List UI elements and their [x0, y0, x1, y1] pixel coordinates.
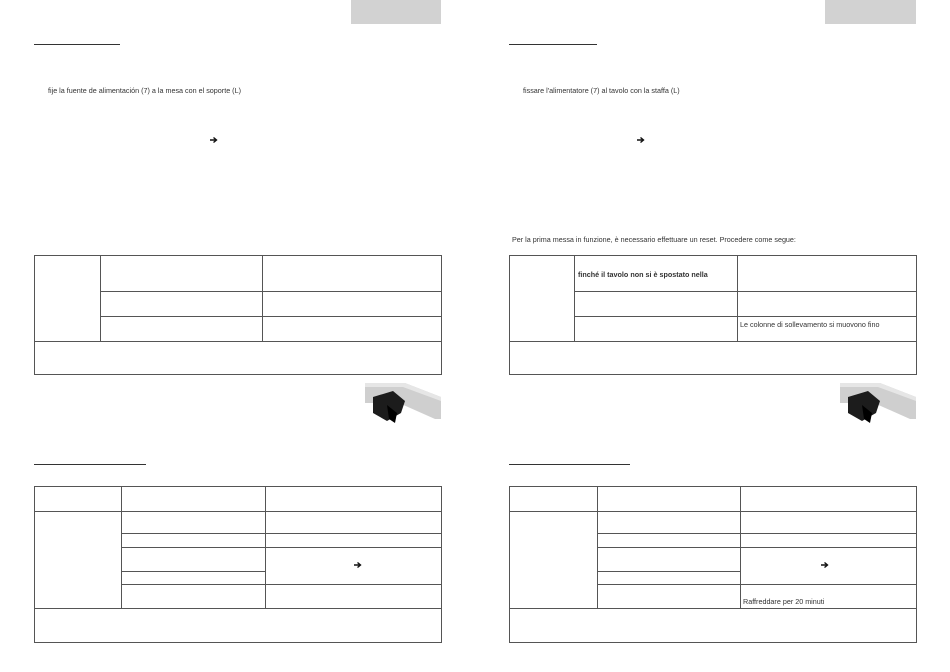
reset-table-left: [34, 255, 442, 375]
section-rule-right-1: [509, 44, 597, 45]
error-table-cell-text: Raffreddare per 20 minuti: [743, 597, 825, 606]
reset-table-right: [509, 255, 917, 375]
mounting-instruction-es: fije la fuente de alimentación (7) a la mesa con el soporte (L): [48, 86, 241, 95]
arrow-right-icon: [821, 561, 829, 571]
section-rule-left-1: [34, 44, 120, 45]
page-tab-left: [351, 0, 441, 24]
arrow-right-icon: [637, 136, 645, 146]
error-table-left: [34, 486, 442, 643]
arrow-right-icon: [354, 561, 362, 571]
reset-table-cell-text: finché il tavolo non si è spostato nella: [578, 270, 708, 279]
mounting-instruction-it: fissare l'alimentatore (7) al tavolo con la staffa (L): [523, 86, 680, 95]
page-tab-right: [825, 0, 916, 24]
error-table-right: [509, 486, 917, 643]
power-supply-bracket-image-right: [840, 383, 916, 425]
arrow-right-icon: [210, 136, 218, 146]
reset-table-cell-text: Le colonne di sollevamento si muovono fino: [740, 320, 880, 329]
section-rule-right-2: [509, 464, 630, 465]
reset-intro-text: Per la prima messa in funzione, è necessario effettuare un reset. Procedere come segue:: [512, 235, 796, 244]
power-supply-bracket-image-left: [365, 383, 441, 425]
section-rule-left-2: [34, 464, 146, 465]
